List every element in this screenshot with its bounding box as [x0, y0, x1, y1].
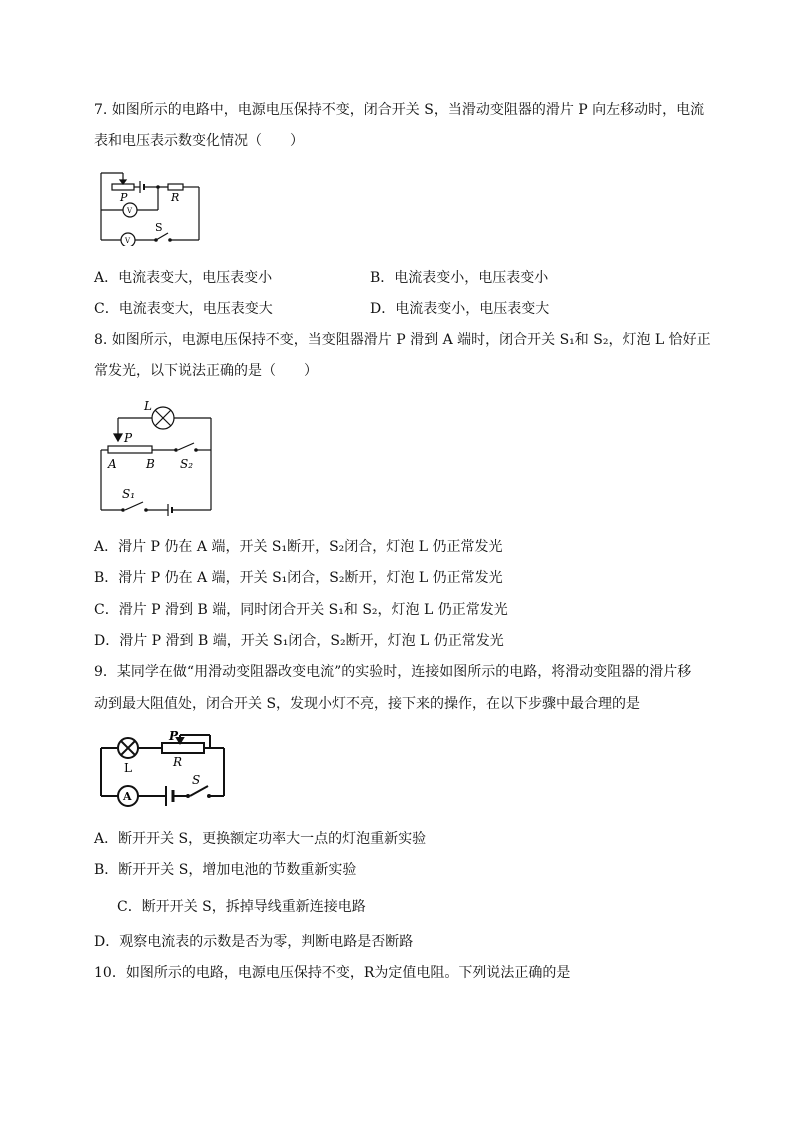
q7-circuit-diagram — [96, 168, 206, 246]
q9-text-line2: 动到最大阻值处，闭合开关 S，发现小灯不亮，接下来的操作，在以下步骤中最合理的是 — [94, 696, 641, 712]
q8-label-s1: S₁ — [122, 487, 136, 501]
q8-option-b: B．滑片 P 仍在 A 端，开关 S₁闭合，S₂断开，灯泡 L 仍正常发光 — [94, 570, 503, 586]
q7-label-r: R — [171, 191, 180, 204]
q7-voltmeter-label: V — [127, 207, 133, 215]
q7-text-line1: 7. 如图所示的电路中，电源电压保持不变，闭合开关 S，当滑动变阻器的滑片 P 向左移动时，电流 — [94, 102, 705, 118]
q9-option-d: D．观察电流表的示数是否为零，判断电路是否断路 — [94, 934, 414, 950]
q8-label-s2: S₂ — [180, 457, 194, 471]
q8-option-d: D．滑片 P 滑到 B 端，开关 S₁闭合，S₂断开，灯泡 L 仍正常发光 — [94, 633, 504, 649]
q9-label-s: S — [192, 773, 201, 787]
q8-text-line1: 8. 如图所示，电源电压保持不变，当变阻器滑片 P 滑到 A 端时，闭合开关 S₁和 S₂，灯泡 L 恰好正 — [94, 332, 711, 348]
q8-label-b: B — [146, 457, 155, 471]
q7-label-p: P — [120, 191, 128, 204]
q8-label-p: P — [124, 431, 133, 445]
q7-meter-label: V — [125, 237, 131, 245]
q10-text-line1: 10．如图所示的电路，电源电压保持不变，R为定值电阻。下列说法正确的是 — [94, 965, 571, 981]
q9-label-r: R — [173, 755, 183, 769]
q7-option-c: C．电流表变大，电压表变大 — [94, 301, 273, 317]
q7-text-line2: 表和电压表示数变化情况（ ） — [94, 133, 304, 149]
q8-option-c: C．滑片 P 滑到 B 端，同时闭合开关 S₁和 S₂，灯泡 L 仍正常发光 — [94, 602, 508, 618]
q7-option-a: A．电流表变大，电压表变小 — [94, 270, 273, 286]
q9-circuit-diagram — [96, 728, 230, 810]
q8-label-a: A — [108, 457, 117, 471]
q8-text-line2: 常发光，以下说法正确的是（ ） — [94, 363, 318, 379]
q7-option-b: B．电流表变小，电压表变小 — [370, 270, 549, 286]
q8-label-l: L — [144, 399, 152, 413]
q8-circuit-diagram — [96, 396, 220, 520]
q9-option-c: C．断开开关 S，拆掉导线重新连接电路 — [117, 899, 366, 915]
q7-option-d: D．电流表变小，电压表变大 — [370, 301, 550, 317]
q8-option-a: A．滑片 P 仍在 A 端，开关 S₁断开，S₂闭合，灯泡 L 仍正常发光 — [94, 539, 503, 555]
q9-text-line1: 9．某同学在做“用滑动变阻器改变电流”的实验时，连接如图所示的电路，将滑动变阻器的滑片移 — [94, 664, 692, 680]
q7-label-s: S — [155, 221, 163, 234]
q9-label-p: P — [169, 729, 179, 743]
q9-option-b: B．断开开关 S，增加电池的节数重新实验 — [94, 862, 357, 878]
q9-ammeter-label: A — [123, 790, 132, 803]
q9-label-l: L — [124, 761, 132, 775]
q9-option-a: A．断开开关 S，更换额定功率大一点的灯泡重新实验 — [94, 831, 427, 847]
